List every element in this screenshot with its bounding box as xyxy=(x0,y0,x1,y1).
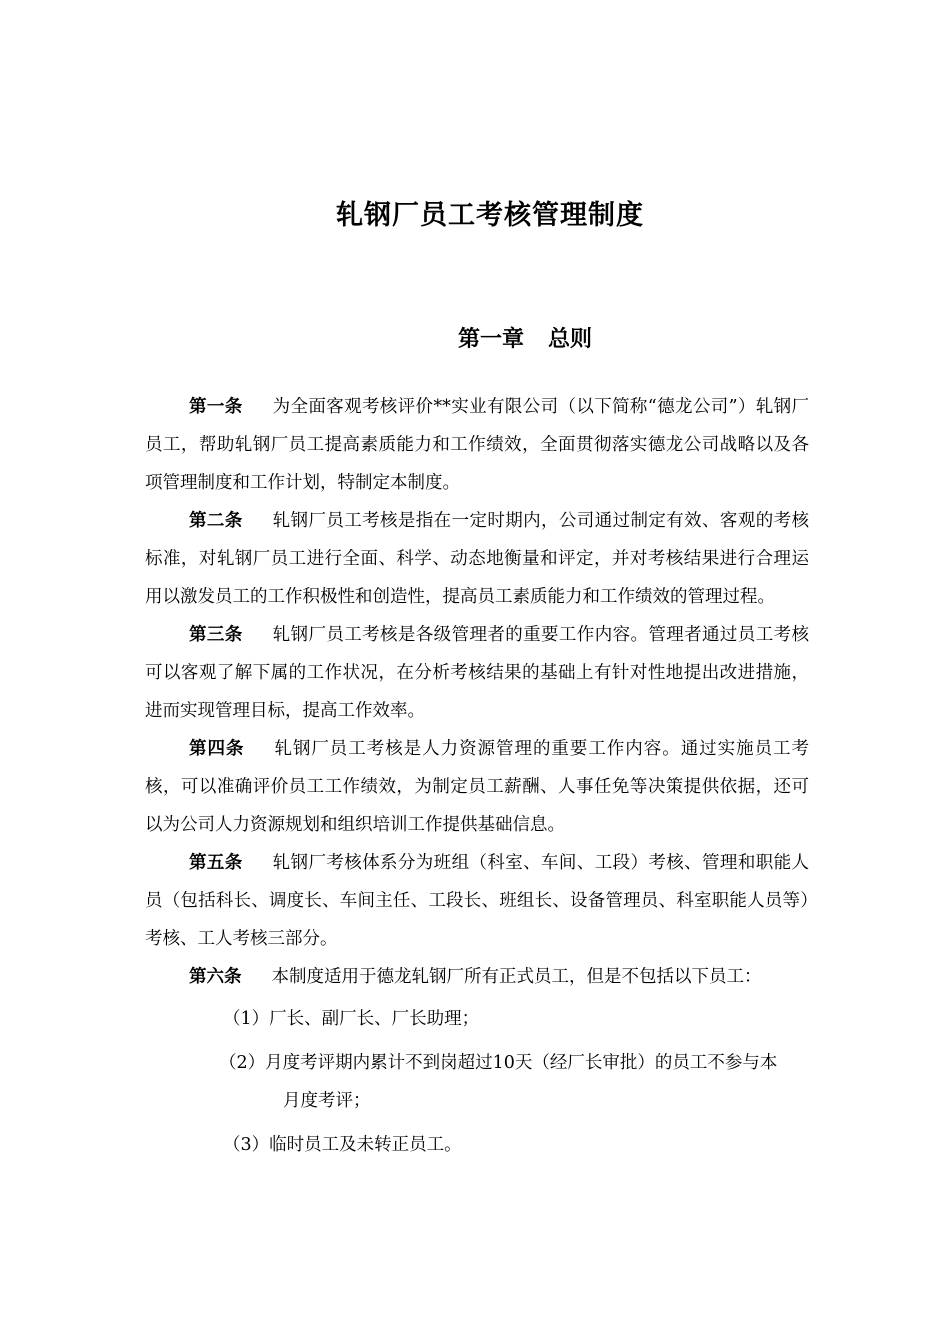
chapter-number: 第一章 xyxy=(457,327,524,352)
article-text: 轧钢厂考核体系分为班组（科室、车间、工段）考核、管理和职能人员（包括科长、调度长、车间主任、工段长、班组长、设备管理员、科室职能人员等）考核、工人考核三部分。 xyxy=(145,853,809,949)
article-label: 第二条 xyxy=(189,511,243,531)
article-3 xyxy=(145,616,809,730)
article-6 xyxy=(145,958,809,996)
exclusion-item-2 xyxy=(145,1044,809,1120)
article-5 xyxy=(145,844,809,958)
article-text: 本制度适用于德龙轧钢厂所有正式员工，但是不包括以下员工： xyxy=(271,967,762,987)
chapter-name: 总则 xyxy=(548,327,593,352)
article-2 xyxy=(145,502,809,616)
article-text: 为全面客观考核评价**实业有限公司（以下简称“德龙公司”）轧钢厂员工，帮助轧钢厂员工提高素质能力和工作绩效，全面贯彻落实德龙公司战略以及各项管理制度和工作计划，特制定本制度。 xyxy=(145,397,809,493)
article-label: 第四条 xyxy=(189,739,245,759)
article-4 xyxy=(145,730,809,844)
document-body xyxy=(145,388,809,1164)
article-label: 第三条 xyxy=(189,625,243,645)
article-text: 轧钢厂员工考核是各级管理者的重要工作内容。管理者通过员工考核可以客观了解下属的工作状况，在分析考核结果的基础上有针对性地提出改进措施，进而实现管理目标，提高工作效率。 xyxy=(145,625,809,721)
exclusion-item-text: （2）月度考评期内累计不到岗超过10天（经厂长审批）的员工不参与本 xyxy=(219,1053,778,1073)
article-label: 第五条 xyxy=(189,853,243,873)
article-1 xyxy=(145,388,809,502)
exclusion-item-continuation: 月度考评； xyxy=(283,1091,371,1111)
exclusion-item-1: （1）厂长、副厂长、厂长助理； xyxy=(223,1009,480,1029)
document-title: 轧钢厂员工考核管理制度 xyxy=(336,200,644,231)
article-text: 轧钢厂员工考核是人力资源管理的重要工作内容。通过实施员工考核，可以准确评价员工工作绩效，为制定员工薪酬、人事任免等决策提供依据，还可以为公司人力资源规划和组织培训工作提供基础信息。 xyxy=(145,739,810,835)
exclusion-item-3: （3）临时员工及未转正员工。 xyxy=(223,1135,462,1155)
chapter-heading xyxy=(0,322,950,353)
article-label: 第六条 xyxy=(189,967,242,987)
article-label: 第一条 xyxy=(189,397,243,417)
article-text: 轧钢厂员工考核是指在一定时期内，公司通过制定有效、客观的考核标准，对轧钢厂员工进行全面、科学、动态地衡量和评定，并对考核结果进行合理运用以激发员工的工作积极性和创造性，提高员工素质能力和工作绩效的管理过程。 xyxy=(145,511,809,607)
